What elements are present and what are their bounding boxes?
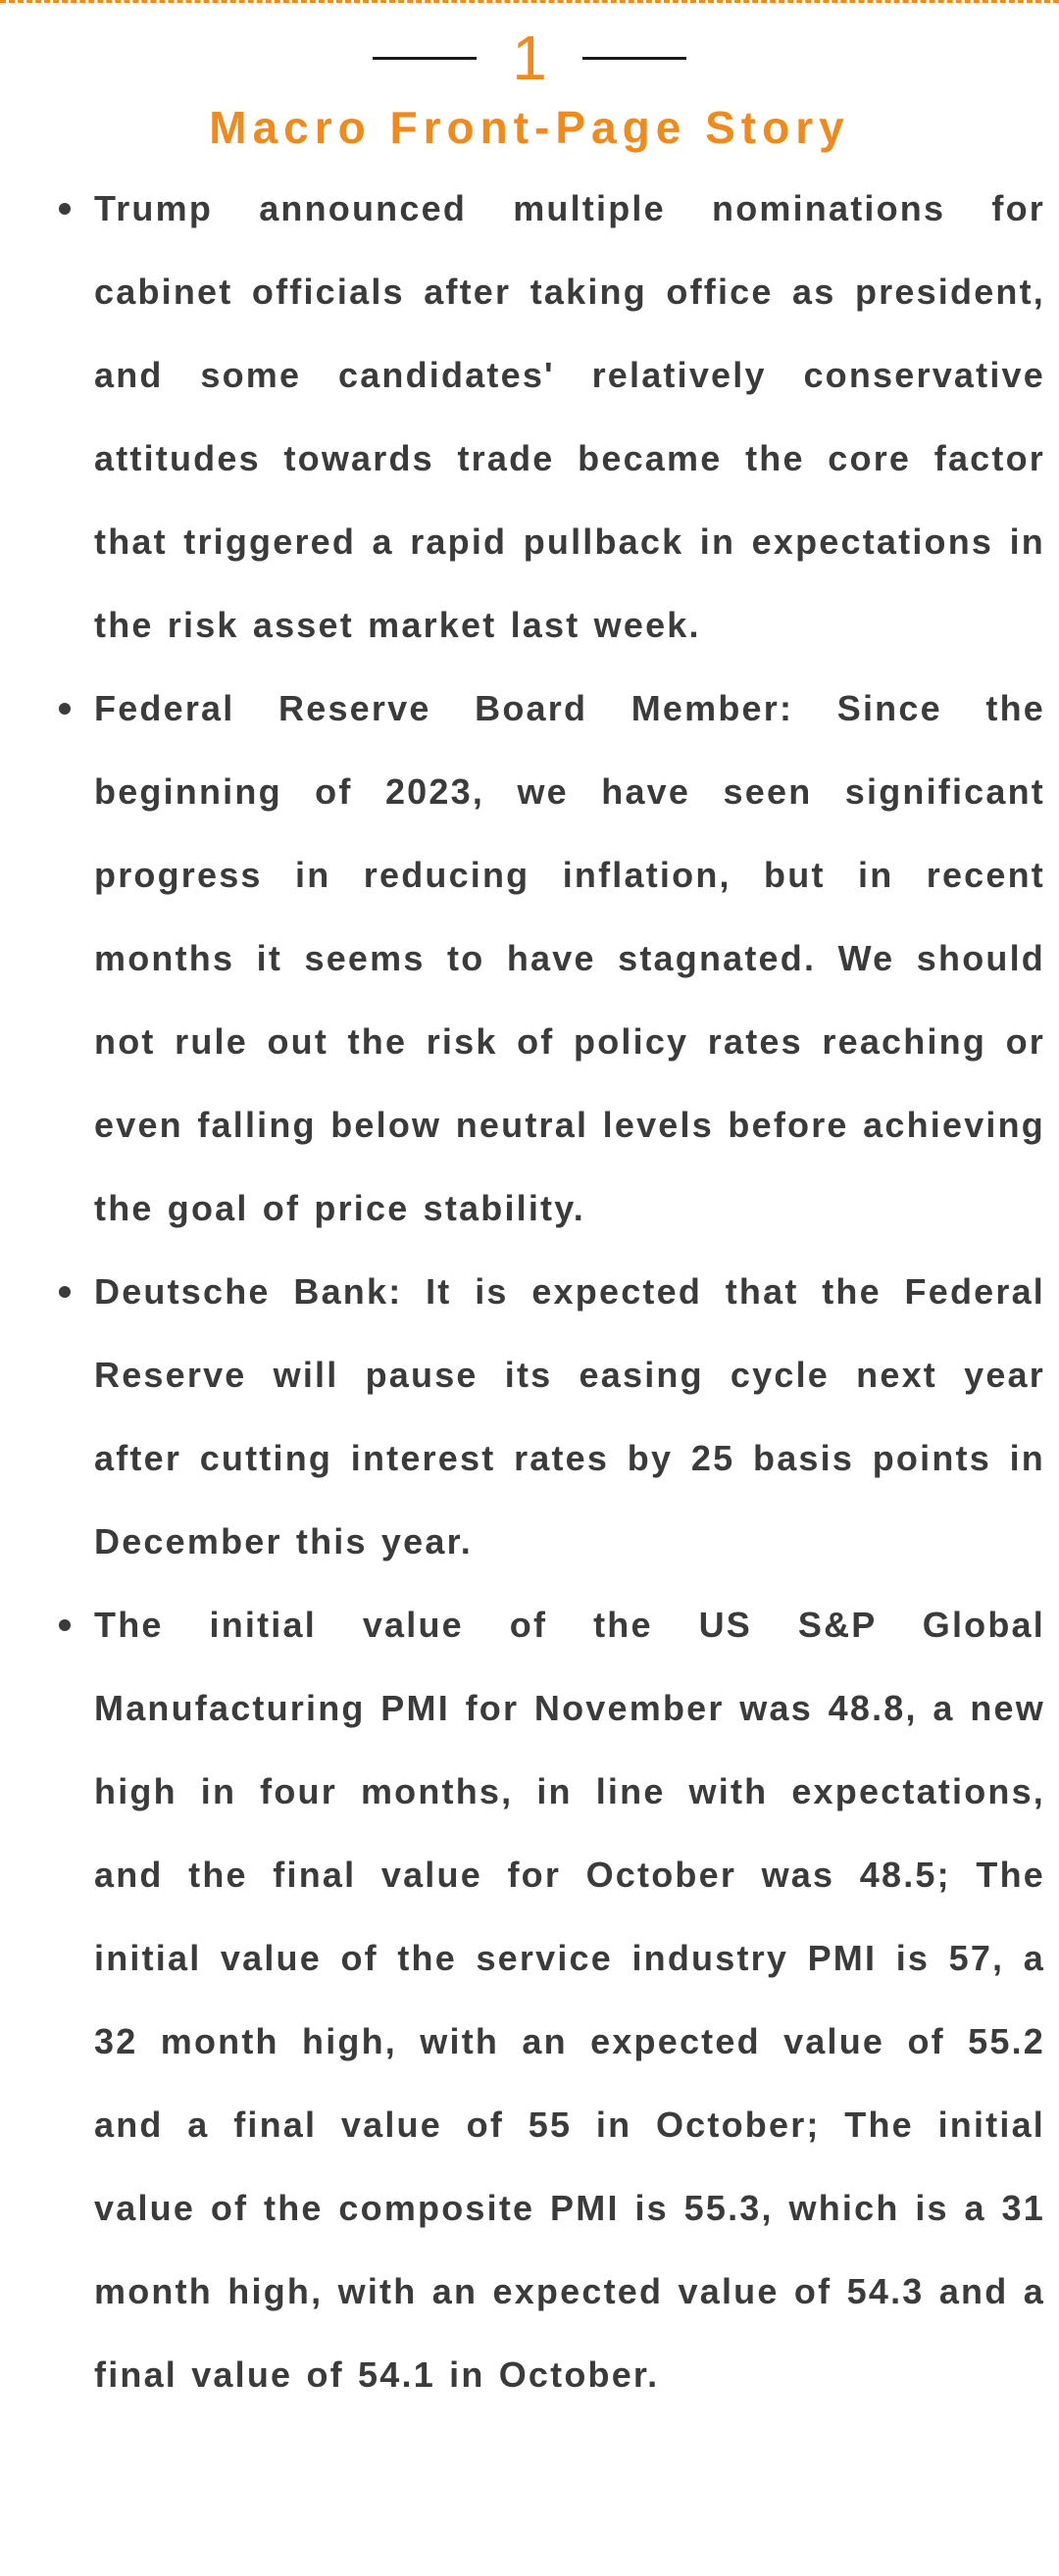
left-rule (373, 57, 477, 60)
story-item (94, 667, 1045, 1250)
story-item (94, 1250, 1045, 1583)
top-dashed-border (0, 0, 1059, 3)
story-item (94, 167, 1045, 667)
story-text: Trump announced multiple nominations for cabinet officials after taking office as president, and some candidates' relatively conservative attitudes towards trade became the core factor that triggered a rapid pullback in expectations in the risk asset market last week. (94, 188, 1045, 645)
bullet-icon (59, 1286, 71, 1298)
story-text: The initial value of the US S&P Global Manufacturing PMI for November was 48.8, a new high in four months, in line with expectations, and the final value for October was 48.5; The initial value of the service industry PMI is 57, a 32 month high, with an expected value of 55.2 and a final value of 55 in October; The initial value of the composite PMI is 55.3, which is a 31 month high, with an expected value of 54.3 and a final value of 54.1 in October. (94, 1605, 1045, 2395)
section-number: 1 (512, 23, 547, 93)
story-item (94, 1583, 1045, 2416)
right-rule (582, 57, 686, 60)
bullet-icon (59, 203, 71, 215)
section-header (0, 20, 1059, 157)
section-number-row (0, 20, 1059, 96)
story-list (59, 167, 1045, 2416)
story-text: Deutsche Bank: It is expected that the Federal Reserve will pause its easing cycle next year after cutting interest rates by 25 basis points in December this year. (94, 1271, 1045, 1561)
bullet-icon (59, 1619, 71, 1631)
section-title: Macro Front-Page Story (209, 102, 850, 153)
story-text: Federal Reserve Board Member: Since the beginning of 2023, we have seen significant progress in reducing inflation, but in recent months it seems to have stagnated. We should not rule out the risk of policy rates reaching or even falling below neutral levels before achieving the goal of price stability. (94, 688, 1045, 1228)
bullet-icon (59, 703, 71, 715)
